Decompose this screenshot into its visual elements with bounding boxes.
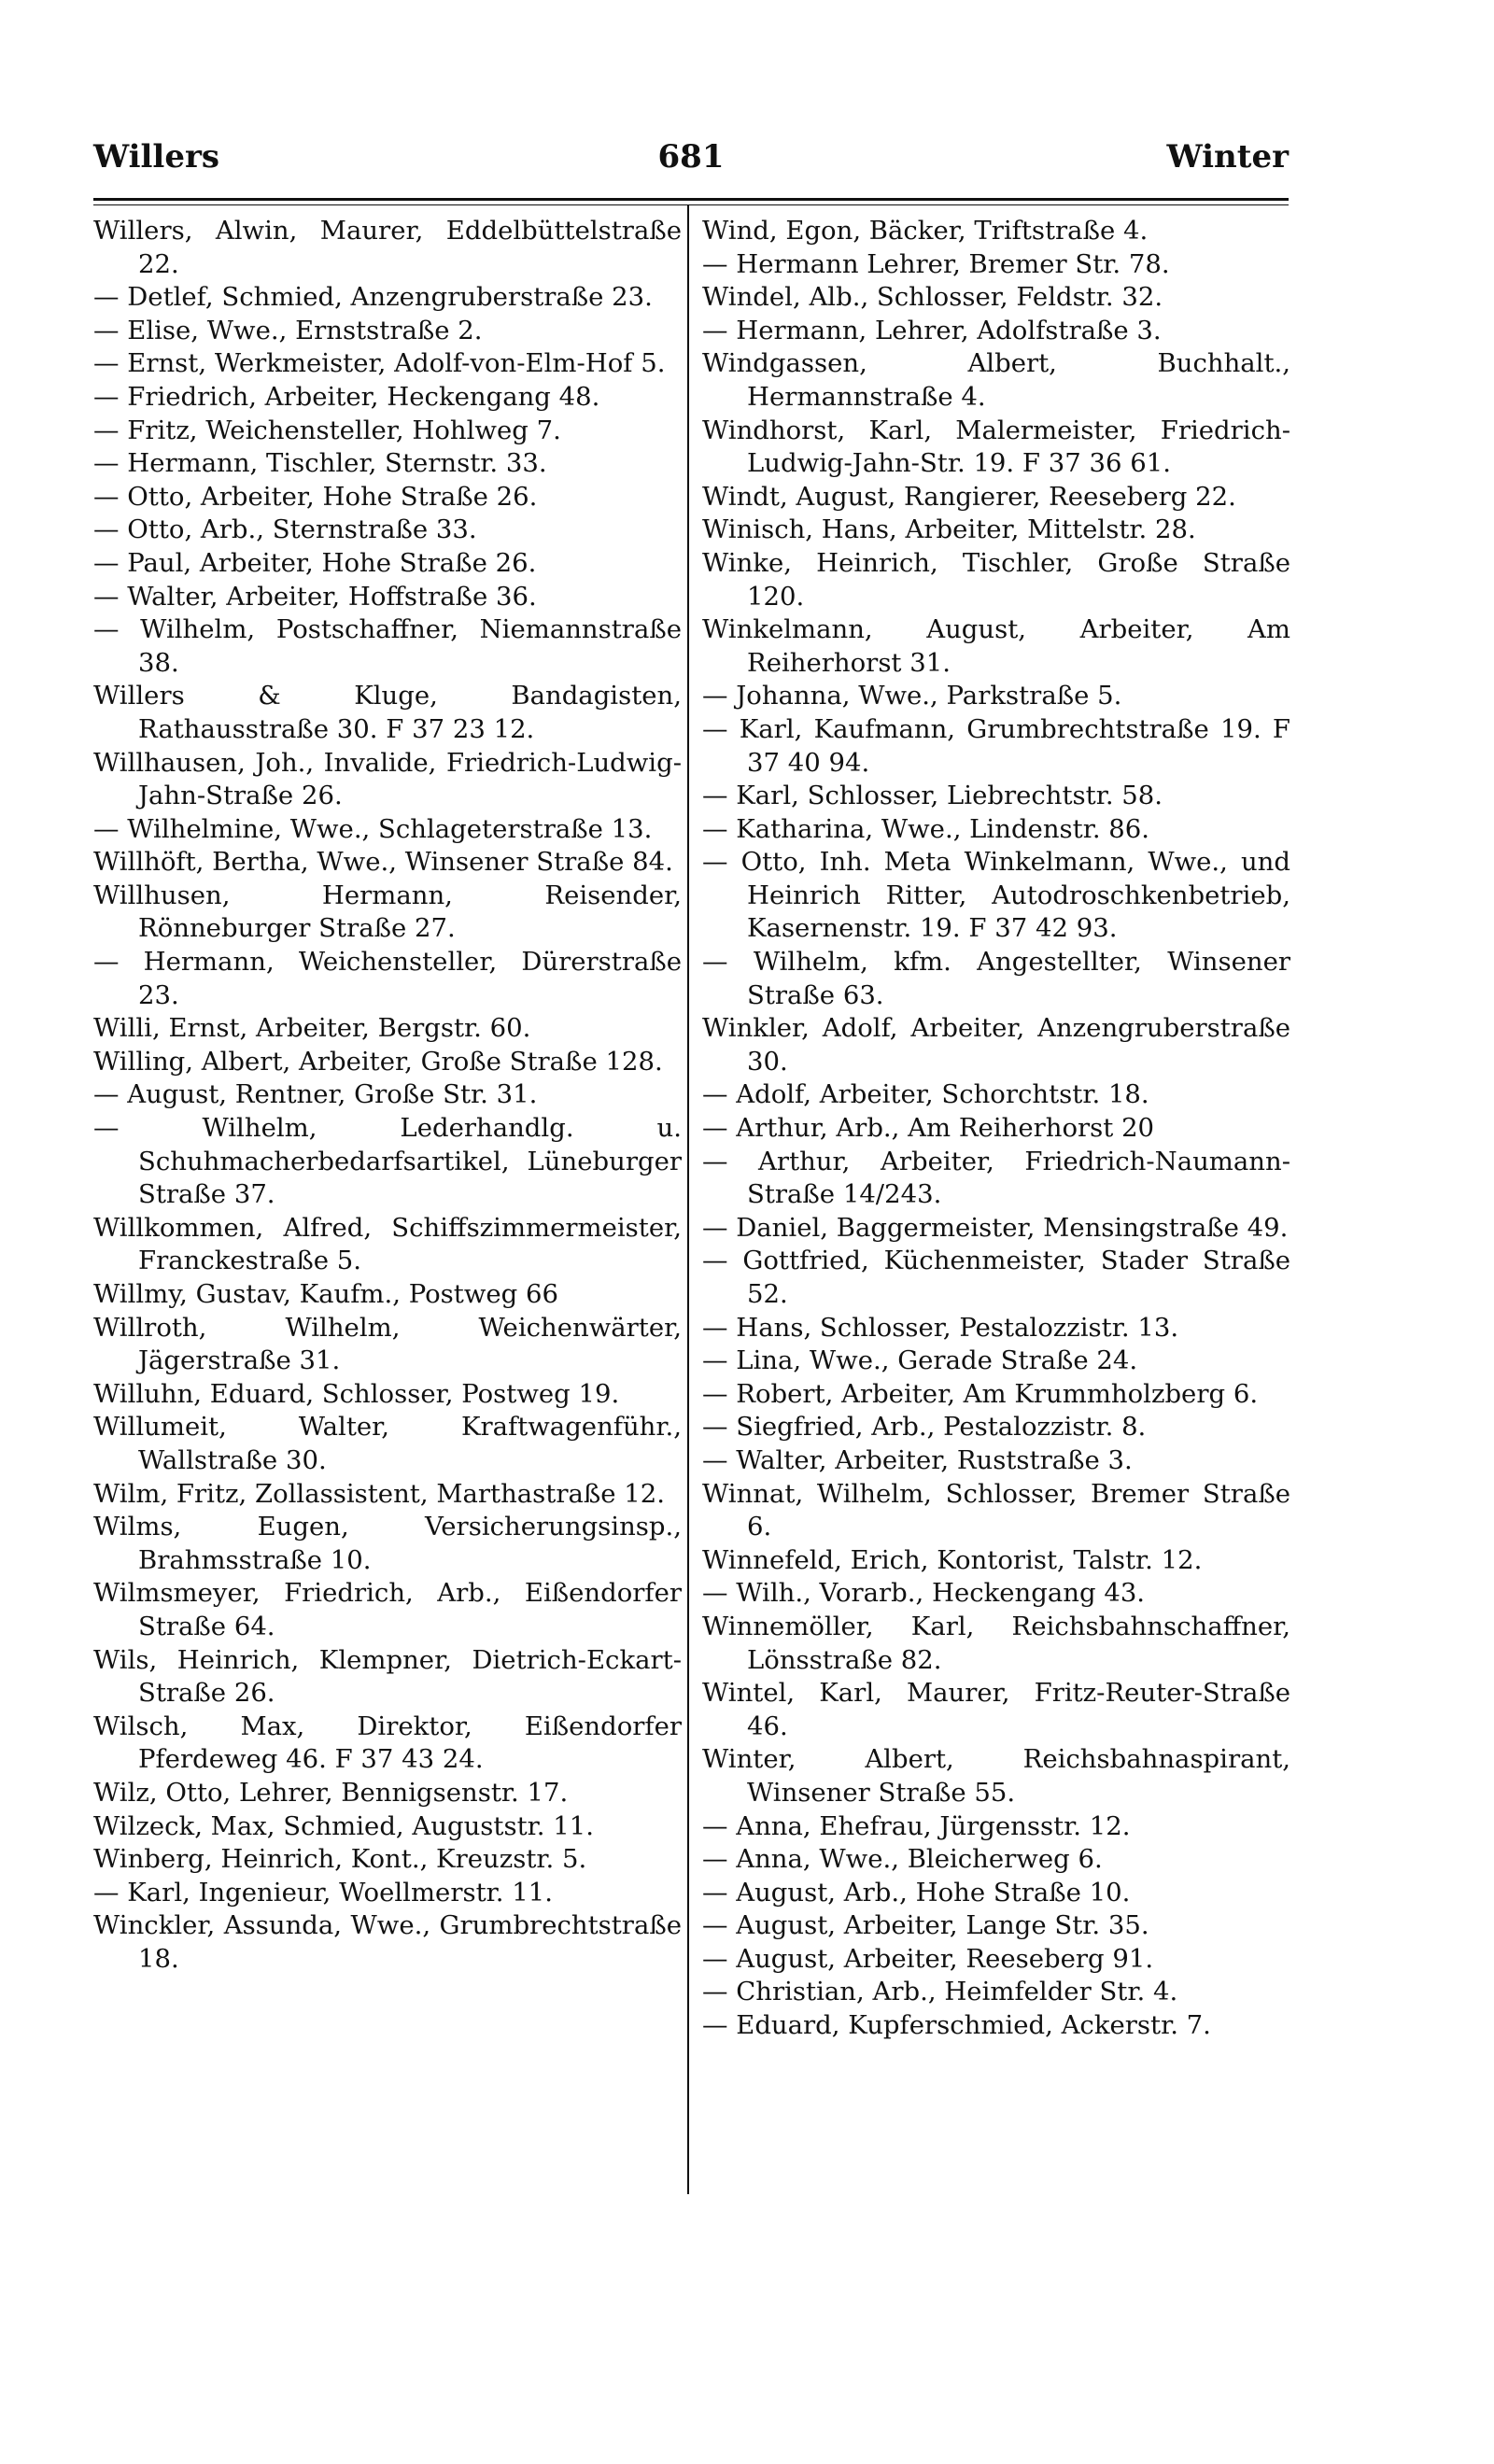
directory-entry: Wilm, Fritz, Zollassistent, Marthastraße 12. (93, 1478, 666, 1509)
directory-entry: Winnefeld, Erich, Kontorist, Talstr. 12. (702, 1544, 1203, 1575)
directory-entry: — Hermann Lehrer, Bremer Str. 78. (702, 248, 1170, 279)
left-column (93, 215, 682, 1976)
directory-entry: Wind, Egon, Bäcker, Triftstraße 4. (702, 216, 1149, 246)
directory-entry: Winckler, Assunda, Wwe., Grumbrechtstraße 18. (93, 1910, 682, 1974)
directory-entry: — Wilhelmine, Wwe., Schlageterstraße 13. (93, 813, 653, 844)
directory-entry: Willroth, Wilhelm, Weichenwärter, Jägerstraße 31. (93, 1312, 682, 1376)
directory-entry: — August, Arbeiter, Reeseberg 91. (702, 1943, 1154, 1974)
directory-entry: — Walter, Arbeiter, Ruststraße 3. (702, 1444, 1133, 1475)
column-divider (687, 205, 689, 2194)
directory-entry: Winke, Heinrich, Tischler, Große Straße 120. (702, 547, 1290, 612)
directory-entry: — Adolf, Arbeiter, Schorchtstr. 18. (702, 1079, 1149, 1110)
directory-entry: — Gottfried, Küchenmeister, Stader Straße 52. (702, 1246, 1290, 1309)
directory-entry: — Otto, Arb., Sternstraße 33. (93, 514, 477, 545)
directory-entry: Windt, August, Rangierer, Reeseberg 22. (702, 481, 1236, 512)
directory-entry: Windel, Alb., Schlosser, Feldstr. 32. (702, 282, 1163, 313)
directory-entry: Willmy, Gustav, Kaufm., Postweg 66 (93, 1279, 558, 1309)
directory-entry: — Wilhelm, kfm. Angestellter, Winsener Straße 63. (702, 947, 1290, 1010)
page-header (93, 138, 1289, 185)
directory-entry: — Hermann, Lehrer, Adolfstraße 3. (702, 315, 1162, 345)
directory-entry: Willuhn, Eduard, Schlosser, Postweg 19. (93, 1378, 620, 1409)
directory-entry: Winnat, Wilhelm, Schlosser, Bremer Straße 6. (702, 1478, 1290, 1542)
header-right-keyword: Winter (1166, 138, 1289, 176)
directory-entry: Willers & Kluge, Bandagisten, Rathausstraße 30. F 37 23 12. (93, 681, 682, 744)
directory-entry: — Anna, Wwe., Bleicherweg 6. (702, 1844, 1103, 1875)
directory-entry: — Karl, Kaufmann, Grumbrechtstraße 19. F 37 40 94. (702, 713, 1290, 778)
directory-entry: — Eduard, Kupferschmied, Ackerstr. 7. (702, 2010, 1211, 2041)
directory-entry: Willhöft, Bertha, Wwe., Winsener Straße 84. (93, 847, 673, 878)
header-rule (93, 198, 1289, 201)
directory-entry: Winisch, Hans, Arbeiter, Mittelstr. 28. (702, 514, 1196, 545)
directory-entry: — Karl, Ingenieur, Woellmerstr. 11. (93, 1877, 553, 1908)
directory-entry: Willi, Ernst, Arbeiter, Bergstr. 60. (93, 1013, 531, 1044)
directory-entry: Wilsch, Max, Direktor, Eißendorfer Pferdeweg 46. F 37 43 24. (93, 1711, 682, 1775)
header-rule-thin (93, 204, 1289, 205)
right-column (702, 215, 1290, 2043)
directory-entry: Wintel, Karl, Maurer, Fritz-Reuter-Straße 46. (702, 1678, 1290, 1741)
directory-entry: — Detlef, Schmied, Anzengruberstraße 23. (93, 282, 653, 313)
directory-entry: Winberg, Heinrich, Kont., Kreuzstr. 5. (93, 1844, 587, 1875)
directory-entry: — Katharina, Wwe., Lindenstr. 86. (702, 813, 1150, 844)
directory-entry: — Wilh., Vorarb., Heckengang 43. (702, 1578, 1146, 1609)
directory-entry: — Anna, Ehefrau, Jürgensstr. 12. (702, 1810, 1131, 1841)
directory-entry: Wilz, Otto, Lehrer, Bennigsenstr. 17. (93, 1777, 569, 1808)
directory-entry: — Christian, Arb., Heimfelder Str. 4. (702, 1977, 1178, 2007)
directory-entry: — Karl, Schlosser, Liebrechtstr. 58. (702, 781, 1163, 811)
directory-entry: Winnemöller, Karl, Reichsbahnschaffner, Lönsstraße 82. (702, 1611, 1290, 1675)
header-left-keyword: Willers (93, 138, 220, 176)
directory-entry: Wilmsmeyer, Friedrich, Arb., Eißendorfer Straße 64. (93, 1578, 682, 1641)
directory-entry: Willkommen, Alfred, Schiffszimmermeister, Franckestraße 5. (93, 1212, 682, 1276)
directory-entry: — Wilhelm, Postschaffner, Niemannstraße 38. (93, 614, 682, 678)
directory-entry: Willing, Albert, Arbeiter, Große Straße 128. (93, 1046, 663, 1077)
directory-entry: Winter, Albert, Reichsbahnaspirant, Winsener Straße 55. (702, 1744, 1290, 1808)
directory-entry: Winkelmann, August, Arbeiter, Am Reiherhorst 31. (702, 614, 1290, 678)
directory-entry: Willers, Alwin, Maurer, Eddelbüttelstraße 22. (93, 216, 682, 279)
directory-entry: Willumeit, Walter, Kraftwagenführ., Wallstraße 30. (93, 1412, 682, 1475)
directory-entry: — Otto, Inh. Meta Winkelmann, Wwe., und Heinrich Ritter, Autodroschkenbetrieb, Kasernenstr. 19. F 37 42 93. (702, 847, 1290, 944)
directory-entry: — Lina, Wwe., Gerade Straße 24. (702, 1345, 1138, 1376)
directory-entry: Wils, Heinrich, Klempner, Dietrich-Eckart-Straße 26. (93, 1644, 682, 1709)
directory-entry: — Hermann, Tischler, Sternstr. 33. (93, 448, 547, 479)
directory-entry: — Otto, Arbeiter, Hohe Straße 26. (93, 481, 538, 512)
directory-entry: — Paul, Arbeiter, Hohe Straße 26. (93, 547, 537, 578)
page-number: 681 (657, 138, 725, 176)
directory-entry: — Siegfried, Arb., Pestalozzistr. 8. (702, 1412, 1147, 1443)
directory-entry: Windgassen, Albert, Buchhalt., Hermannstraße 4. (702, 348, 1290, 412)
directory-entry: Willhausen, Joh., Invalide, Friedrich-Ludwig-Jahn-Straße 26. (93, 747, 682, 811)
directory-entry: — Fritz, Weichensteller, Hohlweg 7. (93, 415, 561, 445)
directory-entry: Winkler, Adolf, Arbeiter, Anzengruberstraße 30. (702, 1013, 1290, 1077)
directory-entry: — Hans, Schlosser, Pestalozzistr. 13. (702, 1312, 1179, 1343)
directory-entry: — Johanna, Wwe., Parkstraße 5. (702, 681, 1122, 711)
directory-entry: — Arthur, Arbeiter, Friedrich-Naumann-Straße 14/243. (702, 1146, 1290, 1210)
directory-entry: Windhorst, Karl, Malermeister, Friedrich-Ludwig-Jahn-Str. 19. F 37 36 61. (702, 415, 1290, 479)
directory-entry: — August, Arb., Hohe Straße 10. (702, 1877, 1131, 1908)
directory-entry: — Hermann, Weichensteller, Dürerstraße 23. (93, 947, 682, 1010)
directory-entry: — Robert, Arbeiter, Am Krummholzberg 6. (702, 1378, 1259, 1409)
directory-entry: — Ernst, Werkmeister, Adolf-von-Elm-Hof 5. (93, 348, 666, 379)
directory-entry: — Elise, Wwe., Ernststraße 2. (93, 315, 483, 345)
directory-entry: — Wilhelm, Lederhandlg. u. Schuhmacherbedarfsartikel, Lüneburger Straße 37. (93, 1113, 682, 1210)
directory-entry: — Daniel, Baggermeister, Mensingstraße 49. (702, 1212, 1289, 1243)
directory-entry: Willhusen, Hermann, Reisender, Rönneburger Straße 27. (93, 880, 682, 944)
directory-entry: — Walter, Arbeiter, Hoffstraße 36. (93, 581, 537, 612)
directory-entry: — August, Arbeiter, Lange Str. 35. (702, 1910, 1149, 1941)
directory-entry: — August, Rentner, Große Str. 31. (93, 1079, 538, 1110)
directory-entry: — Friedrich, Arbeiter, Heckengang 48. (93, 381, 600, 412)
directory-entry: Wilms, Eugen, Versicherungsinsp., Brahmsstraße 10. (93, 1512, 682, 1575)
directory-entry: — Arthur, Arb., Am Reiherhorst 20 (702, 1113, 1155, 1144)
directory-entry: Wilzeck, Max, Schmied, Auguststr. 11. (93, 1810, 594, 1841)
